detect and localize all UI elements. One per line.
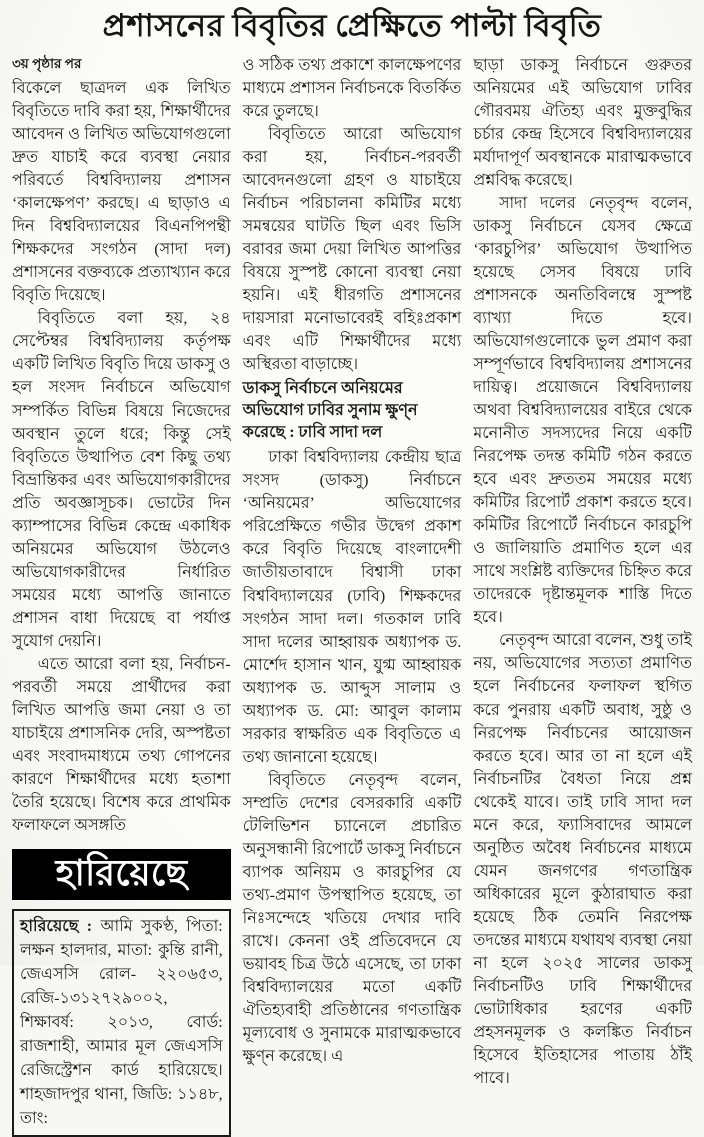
col3-paragraph-3: নেতৃবৃন্দ আরো বলেন, শুধু তাই নয়, অভিযোগের সত্যতা প্রমাণিত হলে নির্বাচনের ফলাফল স্থগিত করে পুনরায় একটি অবাধ, সুষ্ঠু ও নিরপেক্ষ নির্বাচনের আয়োজন করতে হবে। আর তা না হলে এই নির্বাচনটির বৈধতা নিয়ে প্রশ্ন থেকেই যাবে। তাই ঢাবি সাদা দল মনে করে, ফ্যাসিবাদের আমলে অনুষ্ঠিত অবৈধ নির্বাচনের মাধ্যমে যেমন জনগণের গণতান্ত্রিক অধিকারের মূলে কুঠারাঘাত করা হয়েছে ঠিক তেমনি নিরপেক্ষ তদন্তের মাধ্যমে যথাযথ ব্যবস্থা নেয়া না হলে ২০২৫ সালের ডাকসু নির্বাচনটিও ঢাবি শিক্ষার্থীদের ভোটাধিকার হরণের একটি প্রহসনমূলক ও কলঙ্কিত নির্বাচন হিসেবে ইতিহাসের পাতায় ঠাঁই পাবে।: [473, 632, 693, 1088]
col3-paragraph-2: সাদা দলের নেতৃবৃন্দ বলেন, ডাকসু নির্বাচনে যেসব ক্ষেত্রে ‘কারচুপির’ অভিযোগ উত্থাপিত হয়েছে সেসব বিষয়ে ঢাবি প্রশাসনকে অনতিবিলম্বে সুস্পষ্ট ব্যাখ্যা দিতে হবে। অভিযোগগুলোকে ভুল প্রমাণ করা সম্পূর্ণভাবে বিশ্ববিদ্যালয় প্রশাসনের দায়িত্ব। প্রয়োজনে বিশ্ববিদ্যালয় অথবা বিশ্ববিদ্যালয়ের বাইরে থেকে মনোনীত সদস্যদের নিয়ে একটি নিরপেক্ষ তদন্ত কমিটি গঠন করতে হবে এবং দ্রুততম সময়ের মধ্যে কমিটির রিপোর্ট প্রকাশ করতে হবে। কমিটির রিপোর্টে নির্বাচনে কারচুপি ও জালিয়াতি প্রমাণিত হলে এর সাথে সংশ্লিষ্ট ব্যক্তিদের চিহ্নিত করে তাদেরকে দৃষ্টান্তমূলক শাস্তি দিতে হবে।: [473, 194, 693, 627]
classified-ad-body: আমি সুকণ্ঠ, পিতা: লক্ষন হালদার, মাতা: কুন্তি রানী, জেএসসি রোল- ২২০৬৫৩, রেজি-১৩১২৭২৯০০২, শিক্ষাবর্ষ: ২০১৩, বোর্ড: রাজশাহী, আমার মূল জেএসসি রেজিস্ট্রেশন কার্ড হারিয়েছে। শাহজাদপুর থানা, জিডি: ১১৪৮, তাং:: [20, 918, 223, 1128]
article-columns: [12, 54, 692, 1137]
col2-paragraph-4: বিবৃতিতে নেতৃবৃন্দ বলেন, সম্প্রতি দেশের বেসরকারি একটি টেলিভিশন চ্যানেলে প্রচারিত অনুসন্ধানী রিপোর্টে ডাকসু নির্বাচনে ব্যাপক অনিয়ম ও কারচুপির যে তথ্য-প্রমাণ উপস্থাপিত হয়েছে, তা নিঃসন্দেহে খতিয়ে দেখার দাবি রাখে। কেননা ওই প্রতিবেদনে যে ভয়াবহ চিত্র উঠে এসেছে, তা ঢাকা বিশ্ববিদ্যালয়ের মতো একটি ঐতিহ্যবাহী প্রতিষ্ঠানের গণতান্ত্রিক মূল্যবোধ ও সুনামকে মারাত্মকভাবে ক্ষুণ্ন করেছে। এ: [242, 771, 462, 1066]
article-headline: প্রশাসনের বিবৃতির প্রেক্ষিতে পাল্টা বিবৃতি: [102, 8, 602, 43]
classified-ad-header: হারিয়েছে: [12, 849, 231, 900]
col3-paragraph-1: ছাড়া ডাকসু নির্বাচনে গুরুতর অনিয়মের এই অভিযোগ ঢাবির গৌরবময় ঐতিহ্য এবং মুক্তবুদ্ধির চর্চার কেন্দ্র হিসেবে বিশ্ববিদ্যালয়ের মর্যাদাপূর্ণ অবস্থানকে মারাত্মকভাবে প্রশ্নবিদ্ধ করেছে।: [473, 56, 693, 189]
section-subhead: ডাকসু নির্বাচনে অনিয়মের অভিযোগ ঢাবির সুনাম ক্ষুণ্ন করেছে : ঢাবি সাদা দল: [242, 380, 418, 442]
continuation-note: ৩য় পৃষ্ঠার পর: [12, 55, 82, 71]
col2-paragraph-3: ঢাকা বিশ্ববিদ্যালয় কেন্দ্রীয় ছাত্র সংসদ (ডাকসু) নির্বাচনে ‘অনিয়মের’ অভিযোগের পরিপ্রেক্ষিতে গভীর উদ্বেগ প্রকাশ করে বিবৃতি দিয়েছে বাংলাদেশী জাতীয়তাবাদে বিশ্বাসী ঢাকা বিশ্ববিদ্যালয়ের (ঢাবি) শিক্ষকদের সংগঠন সাদা দল। গতকাল ঢাবি সাদা দলের আহ্বায়ক অধ্যাপক ড. মোর্শেদ হাসান খান, যুগ্ম আহ্বায়ক অধ্যাপক ড. আব্দুস সালাম ও অধ্যাপক ড. মো: আবুল কালাম সরকার স্বাক্ষরিত এক বিবৃতিতে এ তথ্য জানানো হয়েছে।: [242, 449, 462, 766]
column-2: [243, 54, 462, 1137]
col2-paragraph-1: ও সঠিক তথ্য প্রকাশে কালক্ষেপণের মাধ্যমে প্রশাসন নির্বাচনকে বিতর্কিত করে তুলছে।: [242, 56, 462, 120]
col1-paragraph-1: বিকেলে ছাত্রদল এক লিখিত বিবৃতিতে দাবি করা হয়, শিক্ষার্থীদের আবেদন ও লিখিত অভিযোগগুলো দ্রুত যাচাই করে ব্যবস্থা নেয়ার পরিবর্তে বিশ্ববিদ্যালয় প্রশাসন ‘কালক্ষেপণ’ করছে। এ ছাড়াও এ দিন বিশ্ববিদ্যালয়ের বিএনপিপন্থী শিক্ষকদের সংগঠন (সাদা দল) প্রশাসনের বক্তব্যকে প্রত্যাখ্যান করে বিবৃতি দিয়েছে।: [12, 80, 231, 305]
classified-ad-box: [12, 909, 231, 1137]
column-1: [12, 54, 231, 1137]
col2-paragraph-2: বিবৃতিতে আরো অভিযোগ করা হয়, নির্বাচন-পরবর্তী আবেদনগুলো গ্রহণ ও যাচাইয়ে নির্বাচন পরিচালনা কমিটির মধ্যে সমন্বয়ের ঘাটতি ছিল এবং ভিসি বরাবর জমা দেয়া লিখিত আপত্তির বিষয়ে সুস্পষ্ট কোনো ব্যবস্থা নেয়া হয়নি। এই ধীরগতি প্রশাসনের দায়সারা মনোভাবেরই বহিঃপ্রকাশ এবং এটি শিক্ষার্থীদের মধ্যে অস্থিরতা বাড়াচ্ছে।: [242, 125, 462, 374]
col1-paragraph-2: বিবৃতিতে বলা হয়, ২৪ সেপ্টেম্বর বিশ্ববিদ্যালয় কর্তৃপক্ষ একটি লিখিত বিবৃতি দিয়ে ডাকসু ও হল সংসদ নির্বাচনে অভিযোগ সম্পর্কিত বিভিন্ন বিষয়ে নিজেদের অবস্থান তুলে ধরে; কিন্তু সেই বিবৃতিতে উত্থাপিত বেশ কিছু তথ্য বিভ্রান্তিকর এবং অভিযোগকারীদের প্রতি অবজ্ঞাসূচক। ভোটের দিন ক্যাম্পাসের বিভিন্ন কেন্দ্রে একাধিক অনিয়মের অভিযোগ উঠলেও অভিযোগকারীদের নির্ধারিত সময়ের মধ্যে আপত্তি জানাতে প্রশাসন বাধা দিয়েছে বা পর্যাপ্ত সুযোগ দেয়নি।: [12, 310, 231, 650]
column-3: [473, 54, 692, 1137]
col1-paragraph-3: এতে আরো বলা হয়, নির্বাচন-পরবর্তী সময়ে প্রার্থীদের করা লিখিত আপত্তি জমা নেয়া ও তা যাচাইয়ে প্রশাসনিক দেরি, অস্পষ্টতা এবং সংবাদমাধ্যমে তথ্য গোপনের কারণে শিক্ষার্থীদের মধ্যে হতাশা তৈরি হয়েছে। বিশেষ করে প্রাথমিক ফলাফলে অসঙ্গতি: [12, 655, 231, 835]
classified-ad-lead: হারিয়েছে :: [20, 918, 93, 936]
